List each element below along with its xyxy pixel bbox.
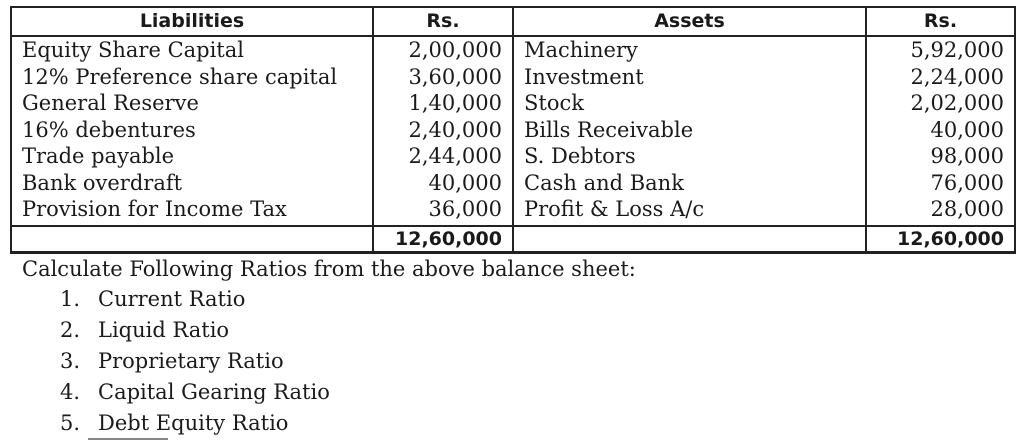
liability-name: General Reserve <box>11 90 373 117</box>
asset-name: Machinery <box>513 36 866 64</box>
list-number: 2. <box>60 318 81 342</box>
liability-amount: 3,60,000 <box>373 64 513 91</box>
header-assets-amount: Rs. <box>866 7 1015 36</box>
totals-row <box>11 226 1015 253</box>
liability-amount: 40,000 <box>373 170 513 197</box>
list-item <box>60 284 330 315</box>
table-row <box>11 36 1015 64</box>
cropped-text-stroke <box>88 438 168 443</box>
list-number: 1. <box>60 287 81 311</box>
asset-total-blank <box>513 226 866 253</box>
asset-name: S. Debtors <box>513 143 866 170</box>
list-label: Proprietary Ratio <box>98 349 284 373</box>
table-row <box>11 117 1015 144</box>
cropped-text-fragment <box>88 436 178 444</box>
header-liabilities: Liabilities <box>11 7 373 36</box>
assets-total: 12,60,000 <box>866 226 1015 253</box>
list-number: 3. <box>60 349 81 373</box>
instruction-text: Calculate Following Ratios from the above balance sheet: <box>22 257 636 281</box>
liability-amount: 2,40,000 <box>373 117 513 144</box>
asset-name: Bills Receivable <box>513 117 866 144</box>
list-item <box>60 346 330 377</box>
liability-name: Provision for Income Tax <box>11 196 373 226</box>
asset-amount: 76,000 <box>866 170 1015 197</box>
table-row <box>11 90 1015 117</box>
asset-amount: 40,000 <box>866 117 1015 144</box>
liability-name: 12% Preference share capital <box>11 64 373 91</box>
table-row <box>11 64 1015 91</box>
list-label: Debt Equity Ratio <box>98 411 289 435</box>
list-label: Current Ratio <box>98 287 246 311</box>
asset-amount: 28,000 <box>866 196 1015 226</box>
liability-name: Trade payable <box>11 143 373 170</box>
list-item <box>60 315 330 346</box>
table-row <box>11 170 1015 197</box>
liability-name: Equity Share Capital <box>11 36 373 64</box>
liabilities-total: 12,60,000 <box>373 226 513 253</box>
liability-amount: 2,00,000 <box>373 36 513 64</box>
header-liabilities-amount: Rs. <box>373 7 513 36</box>
list-number: 4. <box>60 380 81 404</box>
asset-amount: 2,24,000 <box>866 64 1015 91</box>
list-number: 5. <box>60 411 81 435</box>
asset-name: Cash and Bank <box>513 170 866 197</box>
table-row <box>11 143 1015 170</box>
balance-sheet-table <box>10 6 1016 254</box>
asset-amount: 2,02,000 <box>866 90 1015 117</box>
liability-total-blank <box>11 226 373 253</box>
header-row <box>11 7 1015 36</box>
asset-amount: 98,000 <box>866 143 1015 170</box>
header-assets: Assets <box>513 7 866 36</box>
ratio-task-list <box>60 284 330 439</box>
list-label: Capital Gearing Ratio <box>98 380 330 404</box>
asset-name: Investment <box>513 64 866 91</box>
liability-amount: 2,44,000 <box>373 143 513 170</box>
asset-name: Stock <box>513 90 866 117</box>
asset-name: Profit & Loss A/c <box>513 196 866 226</box>
list-item <box>60 377 330 408</box>
liability-name: 16% debentures <box>11 117 373 144</box>
list-label: Liquid Ratio <box>98 318 230 342</box>
liability-amount: 36,000 <box>373 196 513 226</box>
list-item <box>60 408 330 439</box>
table-row <box>11 196 1015 226</box>
liability-name: Bank overdraft <box>11 170 373 197</box>
asset-amount: 5,92,000 <box>866 36 1015 64</box>
liability-amount: 1,40,000 <box>373 90 513 117</box>
